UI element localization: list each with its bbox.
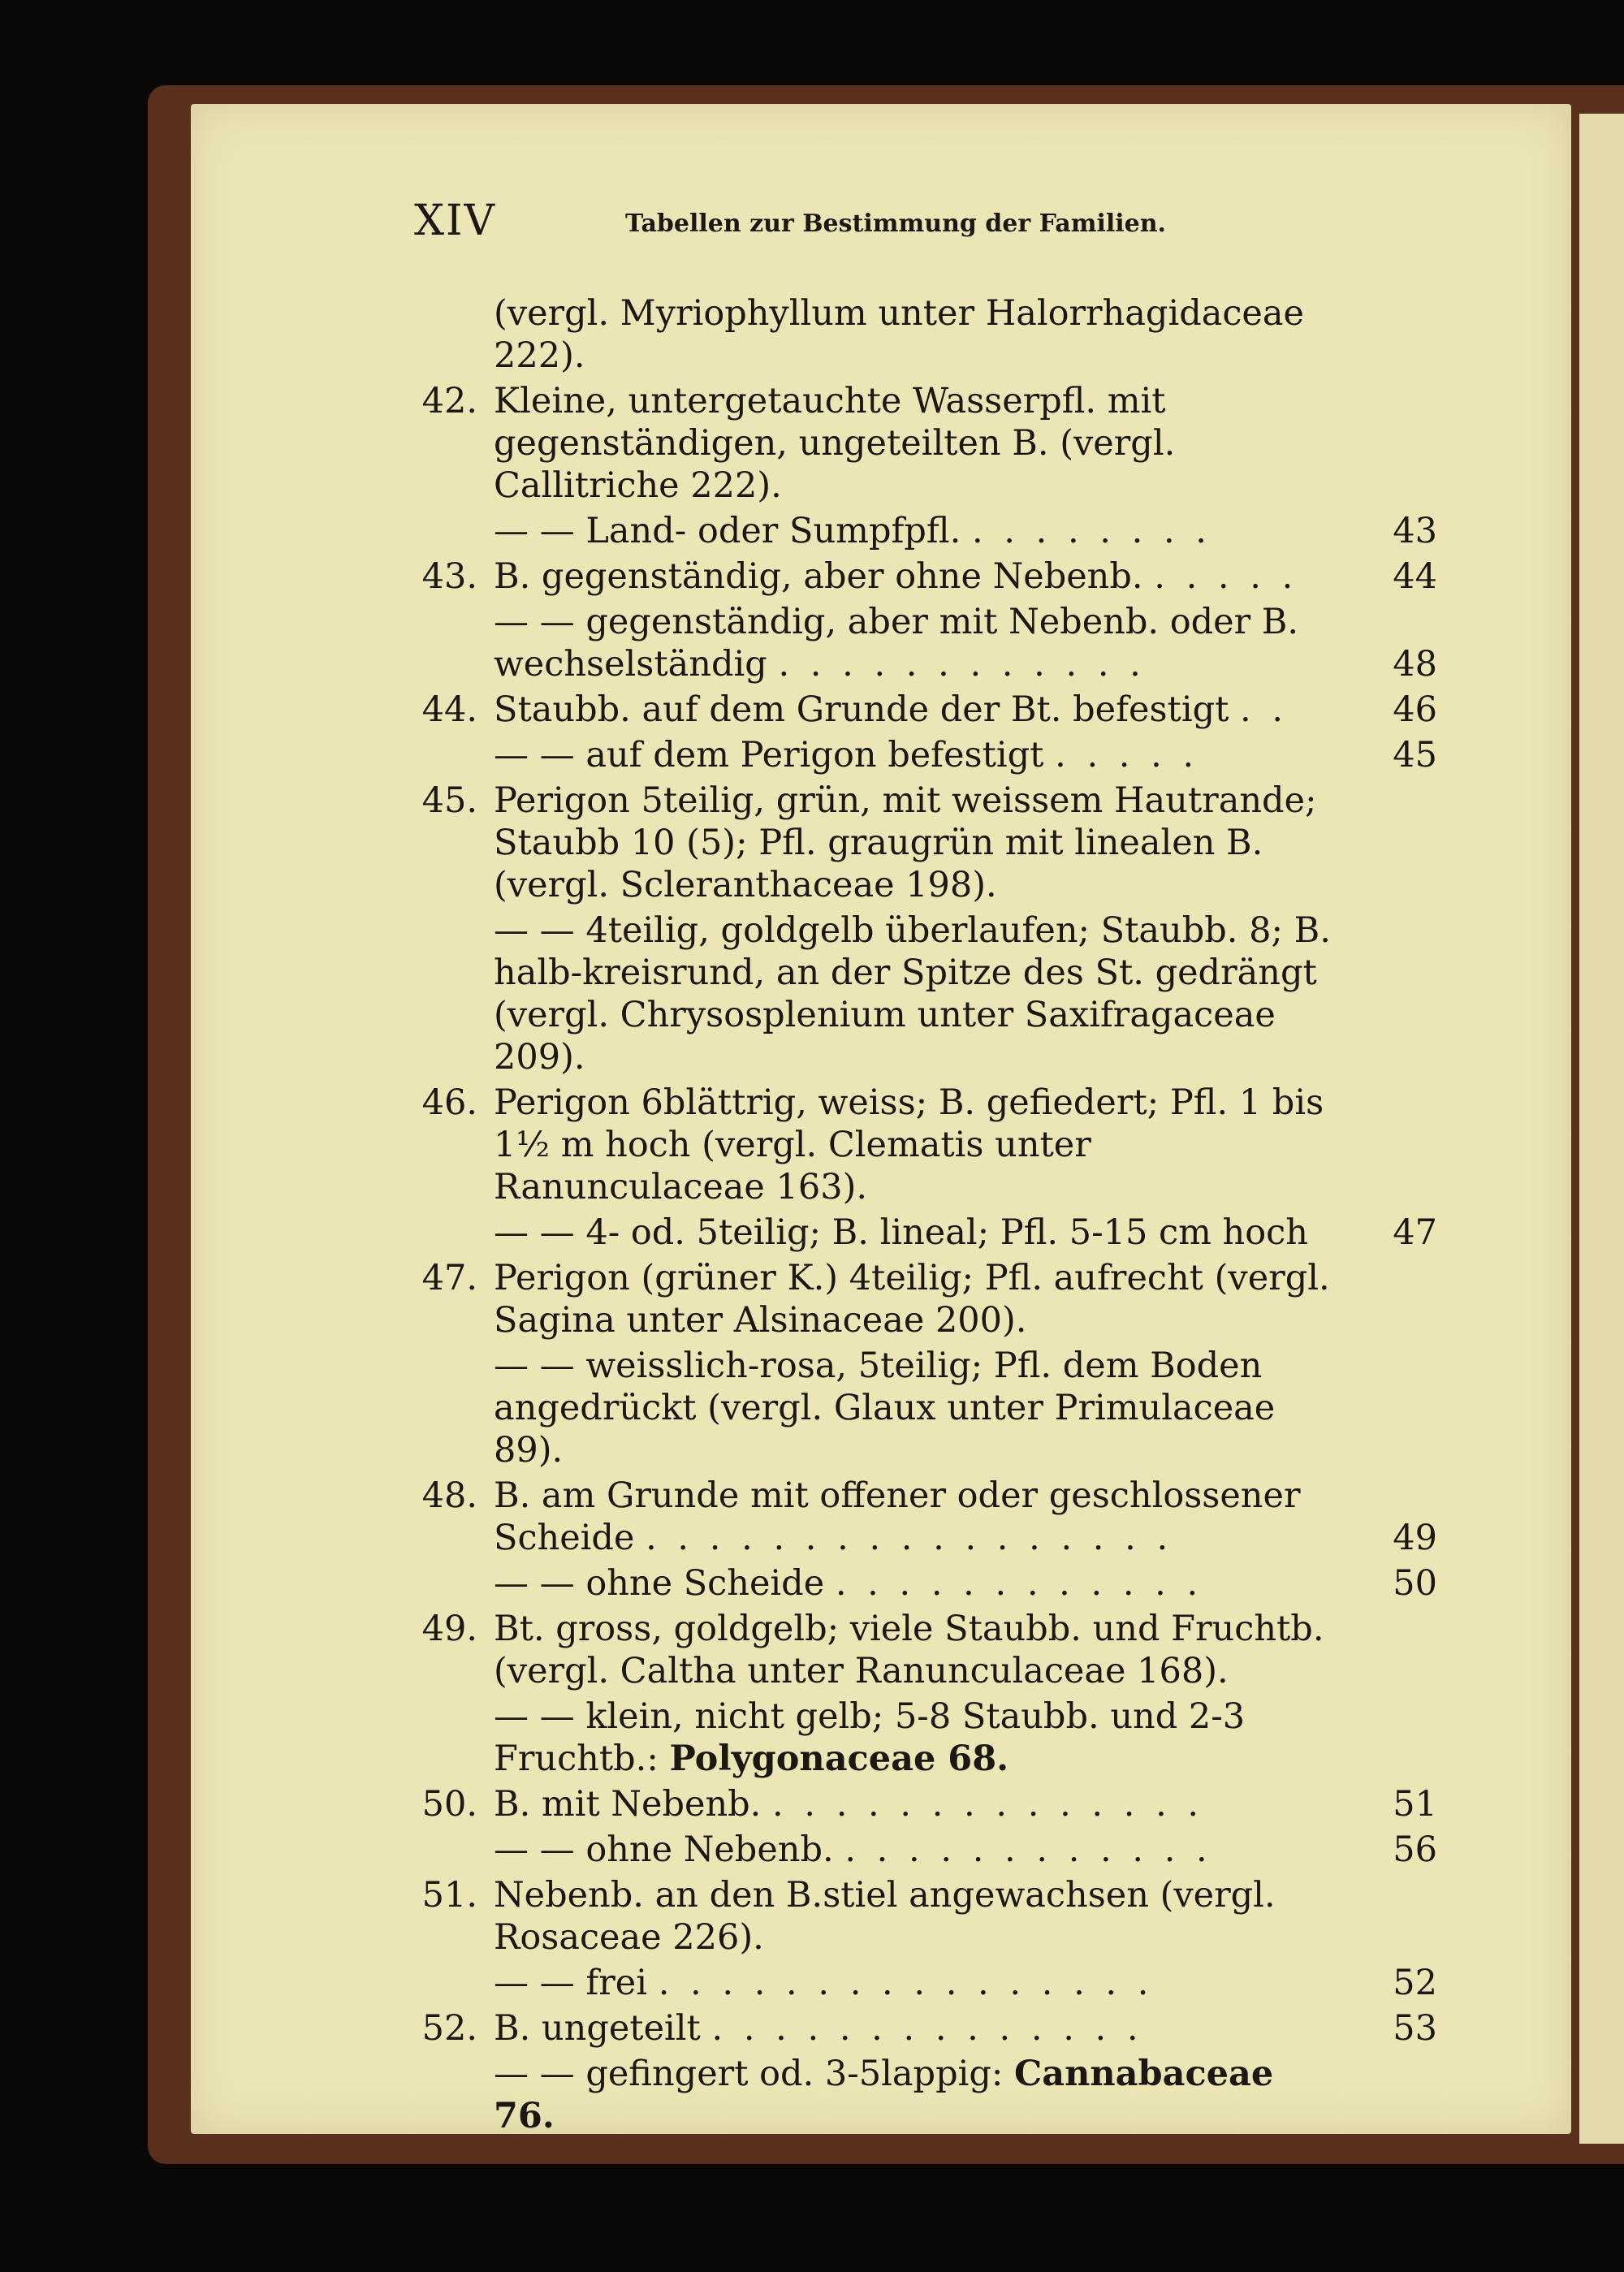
key-entry bbox=[390, 1475, 1437, 1559]
leader-dots: . . . . . . . . . . . . . . bbox=[711, 2008, 1143, 2049]
entry-text: — — auf dem Perigon befestigt bbox=[494, 735, 1044, 775]
entry-number: 46. bbox=[421, 1082, 477, 1123]
key-entry bbox=[390, 909, 1437, 1078]
entry-target: 44 bbox=[1393, 556, 1437, 597]
entry-target: 51 bbox=[1393, 1784, 1437, 1825]
key-entry bbox=[390, 689, 1437, 731]
leader-dots: . . . . . . . . . . . . bbox=[835, 1563, 1203, 1604]
entry-target: 46 bbox=[1393, 689, 1437, 730]
entry-text: B. gegenständig, aber ohne Nebenb. bbox=[494, 556, 1143, 597]
entry-number: 48. bbox=[421, 1475, 477, 1516]
key-entry bbox=[390, 1829, 1437, 1871]
leader-dots: . . . . . . . . . . . . bbox=[844, 1829, 1212, 1870]
leader-dots: . . . . . . . . . . . . . . . . bbox=[658, 1963, 1154, 2003]
entry-target: 50 bbox=[1393, 1563, 1437, 1604]
entry-target: 53 bbox=[1393, 2008, 1437, 2049]
key-entry bbox=[390, 1345, 1437, 1471]
key-entry bbox=[390, 780, 1437, 906]
entry-number: 47. bbox=[421, 1258, 477, 1298]
entry-text: Perigon (grüner K.) 4teilig; Pfl. aufrecht (vergl. Sagina unter Alsinaceae 200). bbox=[494, 1258, 1330, 1341]
entry-text: B. am Grunde mit offener oder geschlossener Scheide bbox=[494, 1475, 1301, 1558]
key-entry bbox=[390, 1608, 1437, 1692]
key-entry bbox=[390, 734, 1437, 776]
leader-dots: . . . . . bbox=[1154, 556, 1298, 597]
key-entry bbox=[390, 510, 1437, 552]
facing-page-edge bbox=[1579, 114, 1624, 2144]
leader-dots: . . . . . . . . . . . . . . . . . bbox=[646, 1518, 1173, 1558]
entry-number: 45. bbox=[421, 780, 477, 821]
key-entry bbox=[390, 1082, 1437, 1208]
leader-dots: . . . . . . . . bbox=[971, 511, 1212, 551]
entry-number: 52. bbox=[421, 2008, 477, 2049]
leader-dots: . . . . . . . . . . . . . . bbox=[772, 1784, 1204, 1825]
key-entry bbox=[390, 2053, 1437, 2137]
key-entry bbox=[390, 1695, 1437, 1780]
key-entry bbox=[390, 555, 1437, 598]
entry-text: B. ungeteilt bbox=[494, 2008, 701, 2049]
entry-number: 44. bbox=[421, 689, 477, 730]
entry-text: Staubb. auf dem Grunde der Bt. befestigt bbox=[494, 689, 1229, 730]
key-entry bbox=[390, 1783, 1437, 1825]
key-entry bbox=[390, 1562, 1437, 1605]
family-result: Cannabaceae 76. bbox=[494, 2054, 1274, 2136]
key-entry bbox=[390, 380, 1437, 507]
entry-text: — — 4teilig, goldgelb überlaufen; Staubb. 8; B. halb-kreisrund, an der Spitze des St. gedrängt (vergl. Chrysosplenium unter Saxifragaceae 209). bbox=[494, 910, 1331, 1078]
key-entry bbox=[390, 601, 1437, 685]
entry-target: 47 bbox=[1393, 1212, 1437, 1253]
entry-text: — — 4- od. 5teilig; B. lineal; Pfl. 5-15 cm hoch bbox=[494, 1212, 1308, 1253]
entry-text: — — weisslich-rosa, 5teilig; Pfl. dem Boden angedrückt (vergl. Glaux unter Primulaceae 89). bbox=[494, 1345, 1276, 1471]
entry-text: Nebenb. an den B.stiel angewachsen (vergl. Rosaceae 226). bbox=[494, 1875, 1276, 1958]
entry-number: 49. bbox=[421, 1609, 477, 1649]
entry-target: 52 bbox=[1393, 1963, 1437, 2003]
entry-text: Bt. gross, goldgelb; viele Staubb. und Fruchtb. (vergl. Caltha unter Ranunculaceae 168). bbox=[494, 1609, 1324, 1691]
entry-text: Kleine, untergetauchte Wasserpfl. mit gegenständigen, ungeteilten B. (vergl. Callitriche 222). bbox=[494, 381, 1176, 506]
entry-target: 48 bbox=[1393, 644, 1437, 685]
entry-text: — — ohne Scheide bbox=[494, 1563, 825, 1604]
entry-text: Perigon 5teilig, grün, mit weissem Hautrande; Staubb 10 (5); Pfl. graugrün mit linealen B. (vergl. Scleranthaceae 198). bbox=[494, 780, 1317, 905]
entry-text: — — klein, nicht gelb; 5-8 Staubb. und 2-3 Fruchtb.: bbox=[494, 1696, 1246, 1779]
entry-number: 42. bbox=[421, 381, 477, 421]
entry-text: — — gefingert od. 3-5lappig: bbox=[494, 2054, 1004, 2094]
entry-text: — — Land- oder Sumpfpfl. bbox=[494, 511, 961, 551]
key-entry bbox=[390, 1962, 1437, 2004]
family-result: Polygonaceae 68. bbox=[669, 1739, 1009, 1779]
entry-target: 49 bbox=[1393, 1518, 1437, 1558]
entry-target: 56 bbox=[1393, 1829, 1437, 1870]
entry-number: 50. bbox=[421, 1784, 477, 1825]
leader-dots: . . bbox=[1240, 689, 1289, 730]
entry-number: 43. bbox=[421, 556, 477, 597]
key-entry bbox=[390, 292, 1437, 377]
leader-dots: . . . . . bbox=[1055, 735, 1199, 775]
key-entry bbox=[390, 1874, 1437, 1959]
entry-text: Perigon 6blättrig, weiss; B. gefiedert; Pfl. 1 bis 1½ m hoch (vergl. Clematis unter Ranunculaceae 163). bbox=[494, 1082, 1324, 1207]
entry-number: 51. bbox=[421, 1875, 477, 1916]
leader-dots: . . . . . . . . . . . . bbox=[778, 644, 1146, 685]
page-number: XIV bbox=[414, 197, 497, 245]
entry-text: (vergl. Myriophyllum unter Halorrhagidaceae 222). bbox=[494, 293, 1304, 376]
entry-target: 43 bbox=[1393, 511, 1437, 551]
key-table bbox=[390, 292, 1437, 2140]
entry-text: — — gegenständig, aber mit Nebenb. oder B. wechselständig bbox=[494, 602, 1299, 685]
entry-text: — — frei bbox=[494, 1963, 648, 2003]
key-entry bbox=[390, 1212, 1437, 1254]
key-entry bbox=[390, 1257, 1437, 1341]
key-entry bbox=[390, 2007, 1437, 2050]
running-head: Tabellen zur Bestimmung der Familien. bbox=[625, 209, 1166, 238]
entry-text: — — ohne Nebenb. bbox=[494, 1829, 834, 1870]
entry-target: 45 bbox=[1393, 735, 1437, 775]
entry-text: B. mit Nebenb. bbox=[494, 1784, 762, 1825]
